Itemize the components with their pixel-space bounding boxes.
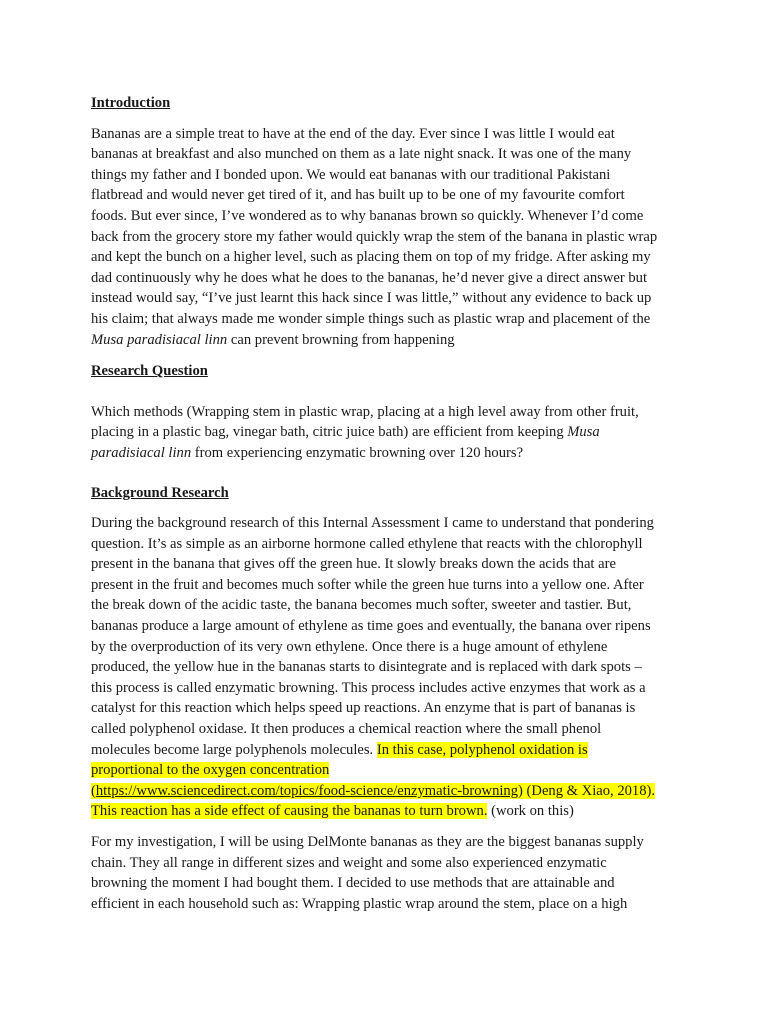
text-line: bananas at breakfast and also munched on them as a late night snack. It was one of the many [91,146,632,163]
text-line: the break down of the acidic taste, the banana becomes much softer, sweeter and tastier. But, [91,597,632,614]
text-line: back from the grocery store my father would quickly wrap the stem of the banana in plastic wrap [91,228,658,245]
editor-note: (work on this) [487,803,574,820]
text-line: called polyphenol oxidase. It then produces a chemical reaction where the small phenol [91,721,602,738]
text-line: by the overproduction of its very own ethylene. Once there is a huge amount of ethylene [91,638,608,655]
text-line: Bananas are a simple treat to have at the end of the day. Ever since I was little I would eat [91,125,615,142]
text-line: dad continuously why he does what he does to the bananas, he’d never give a direct answer but [91,269,648,286]
highlighted-text: In this case, polyphenol oxidation is [376,741,588,758]
investigation-paragraph [91,832,691,914]
text-line: instead would say, “I’ve just learnt this hack since I was little,” without any evidence to back up [91,290,652,307]
background-research-heading: Background Research [91,484,229,501]
text-line [91,443,691,464]
highlighted-text: ) [518,782,523,799]
text-fragment: molecules become large polyphenols molecules. [91,741,377,758]
citation: (Deng & Xiao, 2018). [522,782,656,799]
highlighted-text: ( [91,782,96,799]
text-line [91,801,691,822]
text-line: his claim; that always made me wonder simple things such as plastic wrap and placement of the [91,310,651,327]
highlighted-text: proportional to the oxygen concentration [91,762,330,779]
text-fragment: placing in a plastic bag, vinegar bath, citric juice bath) are efficient from keeping [91,424,568,441]
species-name-italic: paradisiacal linn [91,444,192,461]
species-name-italic: Musa [567,424,600,441]
text-line: and kept the bunch on a higher level, such as placing them on top of my fridge. After asking my [91,249,651,266]
highlighted-text: This reaction has a side effect of causing the bananas to turn brown. [91,803,488,820]
research-question-paragraph [91,402,691,464]
text-line: foods. But ever since, I’ve wondered as to why bananas brown so quickly. Whenever I’d come [91,207,644,224]
text-fragment: from experiencing enzymatic browning over 120 hours? [191,444,524,461]
text-line: For my investigation, I will be using DelMonte bananas as they are the biggest bananas supply [91,834,644,850]
text-line [91,781,691,802]
background-paragraph [91,513,691,822]
sciencedirect-link[interactable]: https://www.sciencedirect.com/topics/food-science/enzymatic-browning [95,782,519,799]
text-line [91,760,691,781]
text-line: this process is called enzymatic browning. This process includes active enzymes that work as a [91,679,646,696]
text-line [91,740,691,761]
text-line: bananas produce a large amount of ethylene as time goes and eventually, the banana over ripens [91,618,651,635]
text-line: efficient in each household such as: Wrapping plastic wrap around the stem, place on a high [91,895,628,912]
text-fragment: can prevent browning from happening [227,331,455,348]
text-line: things my father and I bonded upon. We would eat bananas with our traditional Pakistani [91,166,611,183]
text-line [91,422,691,443]
species-name-italic: Musa paradisiacal linn [91,331,228,348]
introduction-heading: Introduction [91,95,171,111]
text-line: flatbread and would never get tired of it, and has built up to be one of my favourite comfort [91,187,625,204]
research-question-heading: Research Question [91,363,208,380]
text-line: During the background research of this Internal Assessment I came to understand that pondering [91,515,654,532]
text-line: question. It’s as simple as an airborne hormone called ethylene that reacts with the chlorophyll [91,535,643,552]
text-line: produced, the yellow hue in the bananas starts to disintegrate and is replaced with dark spots – [91,659,642,676]
introduction-paragraph [91,124,691,351]
text-line: chain. They all range in different sizes and weight and some also experienced enzymatic [91,854,607,871]
document-page [91,93,691,914]
text-line: browning the moment I had bought them. I decided to use methods that are attainable and [91,875,615,892]
text-line: catalyst for this reaction which helps speed up reactions. An enzyme that is part of bananas is [91,700,636,717]
text-line: present in the fruit and becomes much softer while the green hue turns into a yellow one. After [91,576,644,593]
text-line [91,330,691,351]
text-line: Which methods (Wrapping stem in plastic wrap, placing at a high level away from other fruit, [91,403,639,420]
text-line: present in the banana that gives off the green hue. It slowly breaks down the acids that are [91,556,616,573]
